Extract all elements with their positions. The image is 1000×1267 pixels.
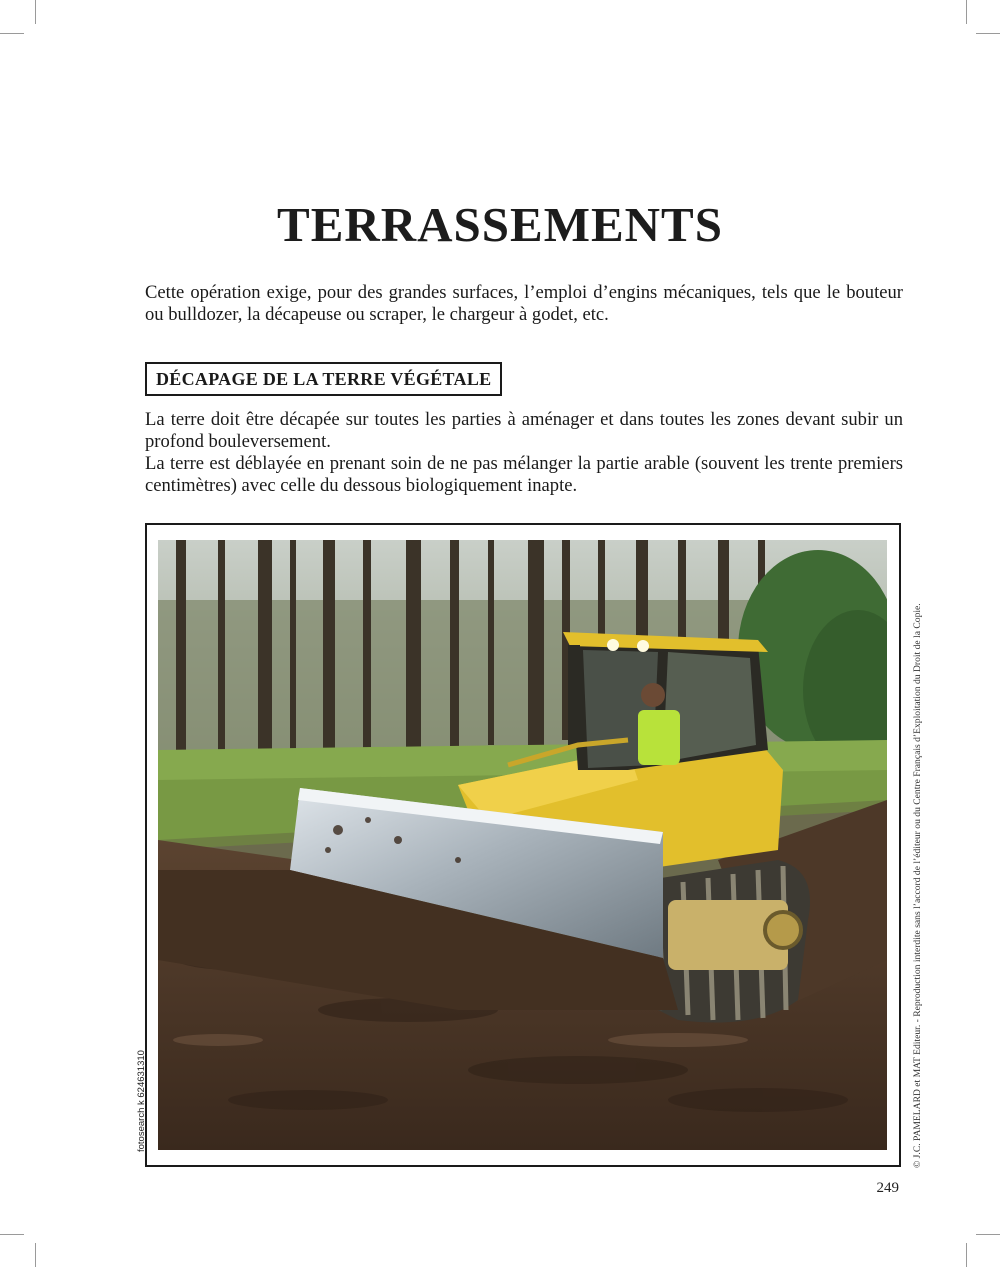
crop-mark bbox=[0, 33, 24, 34]
crop-mark bbox=[0, 1234, 24, 1235]
photo-credit: fotosearch k 624631310 bbox=[136, 1050, 147, 1152]
intro-text: Cette opération exige, pour des grandes surfaces, l’emploi d’engins mécaniques, tels que le bouteur ou bulldozer, la décapeuse ou scraper, le chargeur à godet, etc. bbox=[145, 282, 903, 325]
photo-frame bbox=[145, 523, 901, 1167]
section-body bbox=[145, 409, 903, 497]
intro-paragraph bbox=[145, 282, 903, 326]
crop-mark bbox=[35, 0, 36, 24]
bulldozer-photo bbox=[158, 540, 887, 1150]
crop-mark bbox=[966, 1243, 967, 1267]
body-paragraph-1: La terre doit être décapée sur toutes les parties à aménager et dans toutes les zones devant subir un profond bouleversement. bbox=[145, 409, 903, 452]
page-title: TERRASSEMENTS bbox=[277, 197, 723, 252]
page-number: 249 bbox=[876, 1180, 899, 1196]
copyright-notice: © J.C. PAMELARD et MAT Editeur. - Reproduction interdite sans l’accord de l’éditeur ou du Centre Français d’Exploitation du Droit de la Copie. bbox=[912, 603, 923, 1168]
bulldozer-illustration bbox=[158, 540, 887, 1150]
body-paragraph-2: La terre est déblayée en prenant soin de ne pas mélanger la partie arable (souvent les trente premiers centimètres) avec celle du dessous biologiquement inapte. bbox=[145, 453, 903, 496]
crop-mark bbox=[976, 1234, 1000, 1235]
crop-mark bbox=[35, 1243, 36, 1267]
section-heading-box bbox=[145, 362, 502, 396]
section-heading: DÉCAPAGE DE LA TERRE VÉGÉTALE bbox=[156, 368, 492, 389]
crop-mark bbox=[966, 0, 967, 24]
crop-mark bbox=[976, 33, 1000, 34]
